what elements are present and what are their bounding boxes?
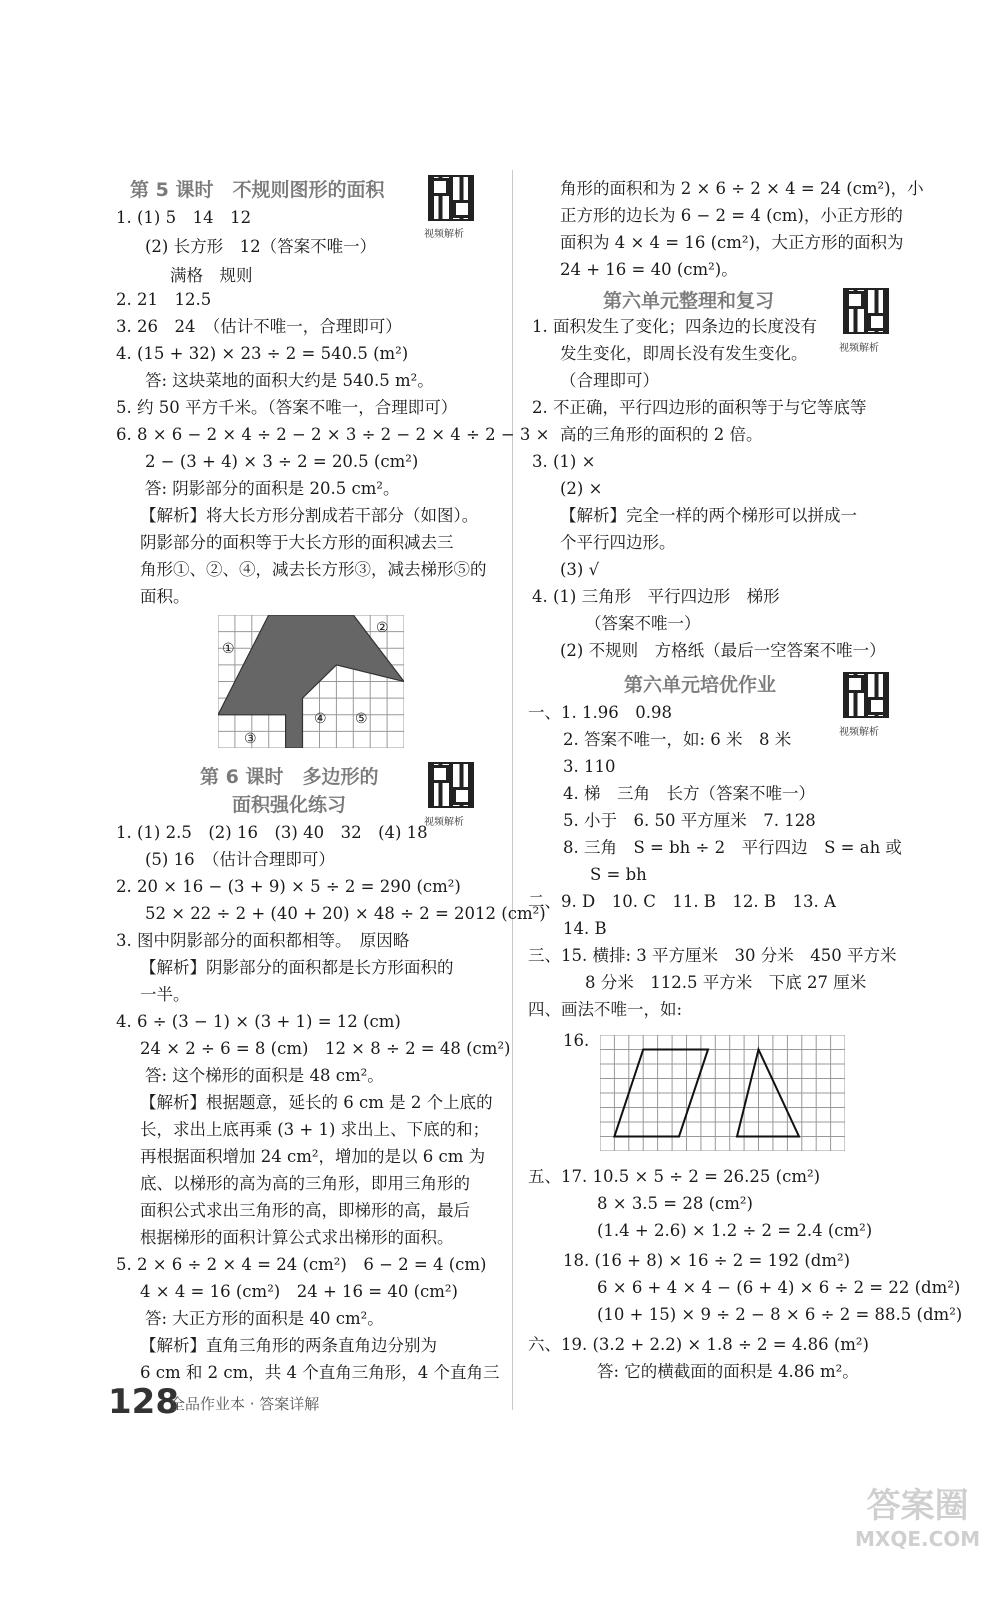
answer-line: 答: 它的横截面的面积是 4.86 m²。	[597, 1362, 859, 1381]
analysis-line: 一半。	[140, 985, 190, 1004]
analysis-line: 根据梯形的面积计算公式求出梯形的面积。	[140, 1228, 454, 1247]
answer-line: 2. 答案不唯一，如: 6 米 8 米	[563, 730, 792, 749]
answer-line: 4. (1) 三角形 平行四边形 梯形	[532, 587, 780, 606]
analysis-line: 底、以梯形的高为高的三角形，即用三角形的	[140, 1174, 470, 1193]
answer-line: 满格 规则	[170, 266, 253, 285]
answer-line: (2) 长方形 12（答案不唯一）	[145, 237, 377, 256]
answer-line: 2. 不正确，平行四边形的面积等于与它等底等	[532, 398, 867, 417]
answer-line: (2) ×	[560, 479, 603, 498]
answer-line: 3. 图中阴影部分的面积都相等。 原因略	[116, 931, 410, 950]
figure-label: ⑤	[355, 711, 368, 727]
answer-line: 2. 20 × 16 − (3 + 9) × 5 ÷ 2 = 290 (cm²)	[116, 877, 461, 896]
figure-label: ②	[376, 620, 389, 636]
answer-line: 正方形的边长为 6 − 2 = 4 (cm)，小正方形的	[560, 206, 903, 225]
qr-code-icon[interactable]	[843, 672, 889, 718]
unit-6-review-title: 第六单元整理和复习	[603, 290, 775, 312]
analysis-line: 长，求出上底再乘 (3 + 1) 求出上、下底的和；	[140, 1120, 490, 1139]
answer-line: 1. (1) 2.5 (2) 16 (3) 40 32 (4) 18	[116, 823, 428, 842]
watermark-site: MXQE.COM	[855, 1527, 981, 1551]
answer-line: 24 + 16 = 40 (cm²)。	[560, 260, 738, 279]
answer-line: 8 × 3.5 = 28 (cm²)	[597, 1194, 753, 1213]
qr-code-icon[interactable]	[843, 288, 889, 334]
answer-line: 52 × 22 ÷ 2 + (40 + 20) × 48 ÷ 2 = 2012 (cm²)	[145, 904, 546, 923]
answer-line: 8 分米 112.5 平方米 下底 27 厘米	[585, 973, 867, 992]
analysis-line: 【解析】根据题意，延长的 6 cm 是 2 个上底的	[140, 1093, 493, 1112]
answer-line: (2) 不规则 方格纸（最后一空答案不唯一）	[560, 641, 886, 660]
answer-line: (5) 16 （估计合理即可）	[145, 850, 335, 869]
figure-label: ①	[222, 641, 235, 657]
answer-line: 答: 阴影部分的面积是 20.5 cm²。	[145, 479, 400, 498]
answer-line: 六、19. (3.2 + 2.2) × 1.8 ÷ 2 = 4.86 (m²)	[528, 1335, 869, 1354]
answer-line: 3. (1) ×	[532, 452, 596, 471]
analysis-line: 【解析】将大长方形分割成若干部分（如图）。	[140, 506, 479, 525]
answer-line: 4 × 4 = 16 (cm²) 24 + 16 = 40 (cm²)	[140, 1282, 458, 1301]
answer-line: （答案不唯一）	[585, 614, 701, 633]
drawing-grid-figure	[600, 1035, 845, 1151]
analysis-line: 面积。	[140, 587, 190, 606]
answer-line: 4. (15 + 32) × 23 ÷ 2 = 540.5 (m²)	[116, 344, 409, 363]
answer-line: 高的三角形的面积的 2 倍。	[560, 425, 763, 444]
answer-line: 3. 26 24 （估计不唯一，合理即可）	[116, 317, 402, 336]
figure-label: ④	[314, 711, 327, 727]
answer-line: (10 + 15) × 9 ÷ 2 − 8 × 6 ÷ 2 = 88.5 (dm²)	[597, 1305, 963, 1324]
watermark-text: 答案圈	[866, 1486, 969, 1526]
watermark-logo	[855, 1478, 980, 1551]
answer-line: 5. 小于 6. 50 平方厘米 7. 128	[563, 811, 816, 830]
answer-line: 16.	[563, 1031, 590, 1050]
answer-line: 面积为 4 × 4 = 16 (cm²)，大正方形的面积为	[560, 233, 904, 252]
answer-line: 4. 6 ÷ (3 − 1) × (3 + 1) = 12 (cm)	[116, 1012, 401, 1031]
column-divider	[512, 170, 513, 1410]
figure-label: ③	[244, 731, 257, 747]
answer-line: (3) √	[560, 560, 600, 579]
analysis-line: 【解析】直角三角形的两条直角边分别为	[140, 1336, 437, 1355]
lesson-5-title: 第 5 课时 不规则图形的面积	[130, 179, 385, 201]
answer-line: 五、17. 10.5 × 5 ÷ 2 = 26.25 (cm²)	[528, 1167, 821, 1186]
answer-line: 答: 这个梯形的面积是 48 cm²。	[145, 1066, 384, 1085]
answer-line: （合理即可）	[560, 371, 659, 390]
answer-line: 4. 梯 三角 长方（答案不唯一）	[563, 784, 815, 803]
answer-line: 3. 110	[563, 757, 616, 776]
answer-line: 18. (16 + 8) × 16 ÷ 2 = 192 (dm²)	[563, 1251, 851, 1270]
answer-line: 2. 21 12.5	[116, 290, 212, 309]
analysis-line: 【解析】完全一样的两个梯形可以拼成一	[560, 506, 857, 525]
answer-line: 5. 2 × 6 ÷ 2 × 4 = 24 (cm²) 6 − 2 = 4 (cm)	[116, 1255, 487, 1274]
answer-line: 2 − (3 + 4) × 3 ÷ 2 = 20.5 (cm²)	[145, 452, 419, 471]
answer-line: 二、9. D 10. C 11. B 12. B 13. A	[528, 892, 836, 911]
answer-line: 答: 这块菜地的面积大约是 540.5 m²。	[145, 371, 434, 390]
answer-line: 24 × 2 ÷ 6 = 8 (cm) 12 × 8 ÷ 2 = 48 (cm²)	[140, 1039, 511, 1058]
shaded-polygon-figure	[218, 615, 404, 748]
answer-line: 发生变化，即周长没有发生变化。	[560, 344, 808, 363]
answer-line: 一、1. 1.96 0.98	[528, 703, 672, 722]
book-title: 全品作业本 · 答案详解	[170, 1395, 320, 1413]
answer-line: 角形的面积和为 2 × 6 ÷ 2 × 4 = 24 (cm²)，小	[560, 179, 924, 198]
analysis-line: 面积公式求出三角形的高，即梯形的高，最后	[140, 1201, 470, 1220]
analysis-line: 角形①、②、④，减去长方形③，减去梯形⑤的	[140, 560, 487, 579]
answer-line: 答: 大正方形的面积是 40 cm²。	[145, 1309, 384, 1328]
answer-line: 四、画法不唯一，如:	[528, 1000, 683, 1019]
analysis-line: 再根据面积增加 24 cm²，增加的是以 6 cm 为	[140, 1147, 486, 1166]
qr-label: 视频解析	[424, 817, 464, 828]
qr-label: 视频解析	[839, 727, 879, 738]
answer-line: S = bh	[590, 865, 647, 884]
qr-code-icon[interactable]	[428, 175, 474, 221]
answer-line: 1. 面积发生了变化；四条边的长度没有	[532, 317, 817, 336]
qr-label: 视频解析	[424, 229, 464, 240]
qr-label: 视频解析	[839, 343, 879, 354]
lesson-6-subtitle: 面积强化练习	[232, 794, 347, 816]
lesson-6-title: 第 6 课时 多边形的	[200, 766, 379, 788]
answer-line: (1.4 + 2.6) × 1.2 ÷ 2 = 2.4 (cm²)	[597, 1221, 873, 1240]
page-number: 128	[108, 1382, 179, 1422]
analysis-line: 6 cm 和 2 cm，共 4 个直角三角形，4 个直角三	[140, 1363, 500, 1382]
unit-6-homework-title: 第六单元培优作业	[624, 674, 777, 696]
answer-line: 三、15. 横排: 3 平方厘米 30 分米 450 平方米	[528, 946, 897, 965]
qr-code-icon[interactable]	[428, 762, 474, 808]
analysis-line: 阴影部分的面积等于大长方形的面积减去三	[140, 533, 454, 552]
answer-line: 5. 约 50 平方千米。（答案不唯一，合理即可）	[116, 398, 458, 417]
answer-line: 1. (1) 5 14 12	[116, 208, 252, 227]
answer-line: 6 × 6 + 4 × 4 − (6 + 4) × 6 ÷ 2 = 22 (dm²)	[597, 1278, 961, 1297]
analysis-line: 个平行四边形。	[560, 533, 676, 552]
answer-line: 8. 三角 S = bh ÷ 2 平行四边 S = ah 或	[563, 838, 902, 857]
analysis-line: 【解析】阴影部分的面积都是长方形面积的	[140, 958, 454, 977]
answer-line: 6. 8 × 6 − 2 × 4 ÷ 2 − 2 × 3 ÷ 2 − 2 × 4 ÷ 2 − 3 ×	[116, 425, 550, 444]
answer-line: 14. B	[563, 919, 607, 938]
